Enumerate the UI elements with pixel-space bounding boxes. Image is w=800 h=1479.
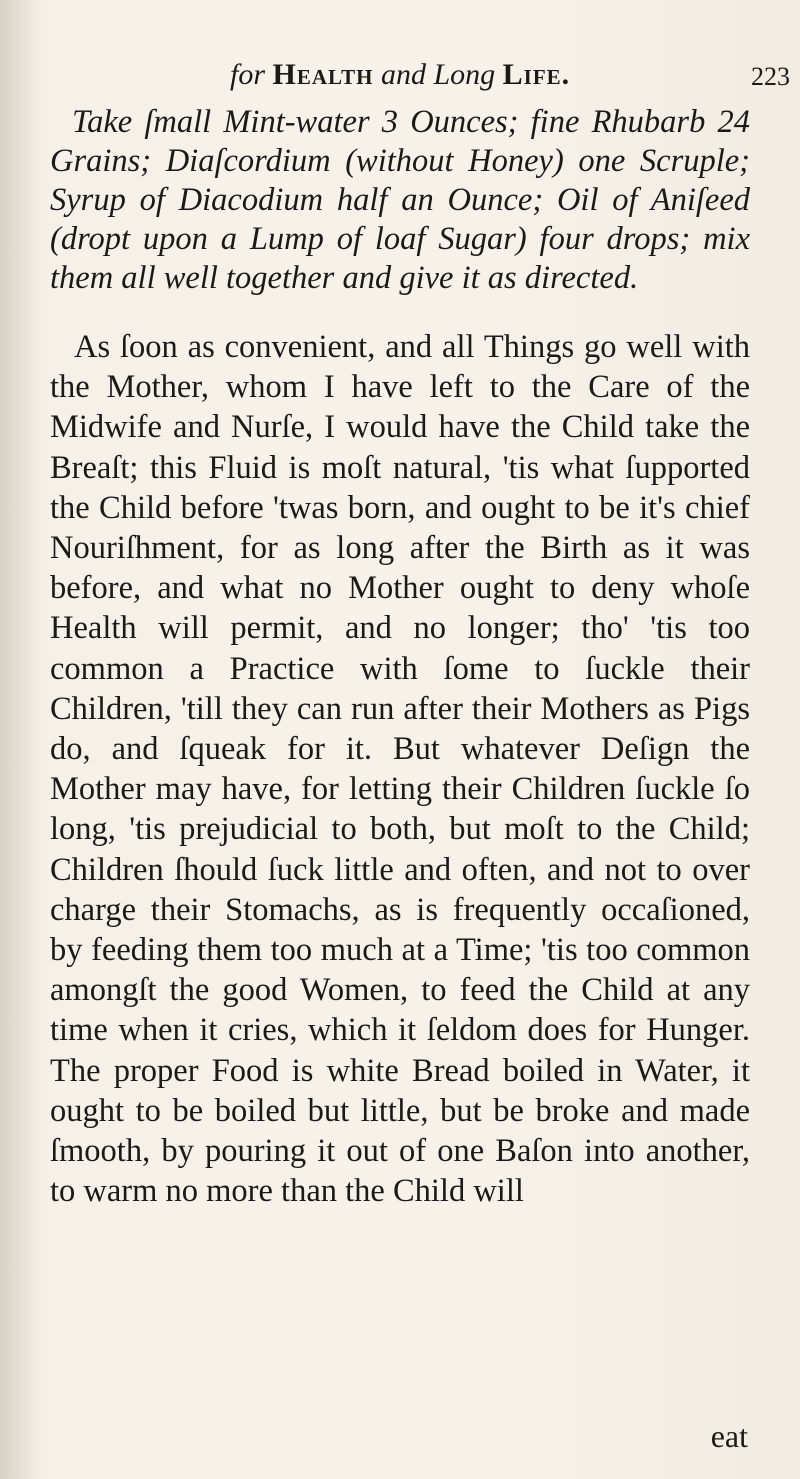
header-health: Health [272, 58, 374, 91]
page-number: 223 [751, 62, 790, 91]
header-long: Long [433, 58, 503, 91]
header-life: Life. [502, 58, 571, 91]
catchword: eat [710, 1418, 748, 1454]
header-and: and [373, 58, 434, 91]
spine-shadow [0, 0, 40, 1479]
running-header [230, 58, 790, 98]
body-paragraph: As ſoon as convenient, and all Things go well with the Mother, whom I have left to the Care of the Midwife and Nurſe, I would have the Child take the Breaſt; this Fluid is moſt natural, 'tis what ſupported the Child before 'twas born, and ought to be it's chief Nouriſhment, for as long after the Birth as it was before, and what no Mother ought to deny whoſe Health will permit, and no longer; tho' 'tis too common a Practice with ſome to ſuckle their Children, 'till they can run after their Mothers as Pigs do, and ſqueak for it. But whatever Deſign the Mother may have, for letting their Children ſuckle ſo long, 'tis prejudicial to both, but moſt to the Child; Children ſhould ſuck little and often, and not to over charge their Stomachs, as is frequently occaſioned, by feeding them too much at a Time; 'tis too common amongſt the good Women, to feed the Child at any time when it cries, which it ſeldom does for Hunger. The proper Food is white Bread boiled in Water, it ought to be boiled but little, but be broke and made ſmooth, by pouring it out of one Baſon into another, to warm no more than the Child will [50, 329, 750, 1210]
header-for: for [230, 58, 273, 91]
recipe-paragraph: Take ſmall Mint-water 3 Ounces; fine Rhubarb 24 Grains; Diaſcordium (without Honey) one Scruple; Syrup of Diacodium half an Ounce; Oil of Aniſeed (dropt upon a Lump of loaf Sugar) four drops; mix them all well together and give it as directed. [50, 104, 750, 296]
